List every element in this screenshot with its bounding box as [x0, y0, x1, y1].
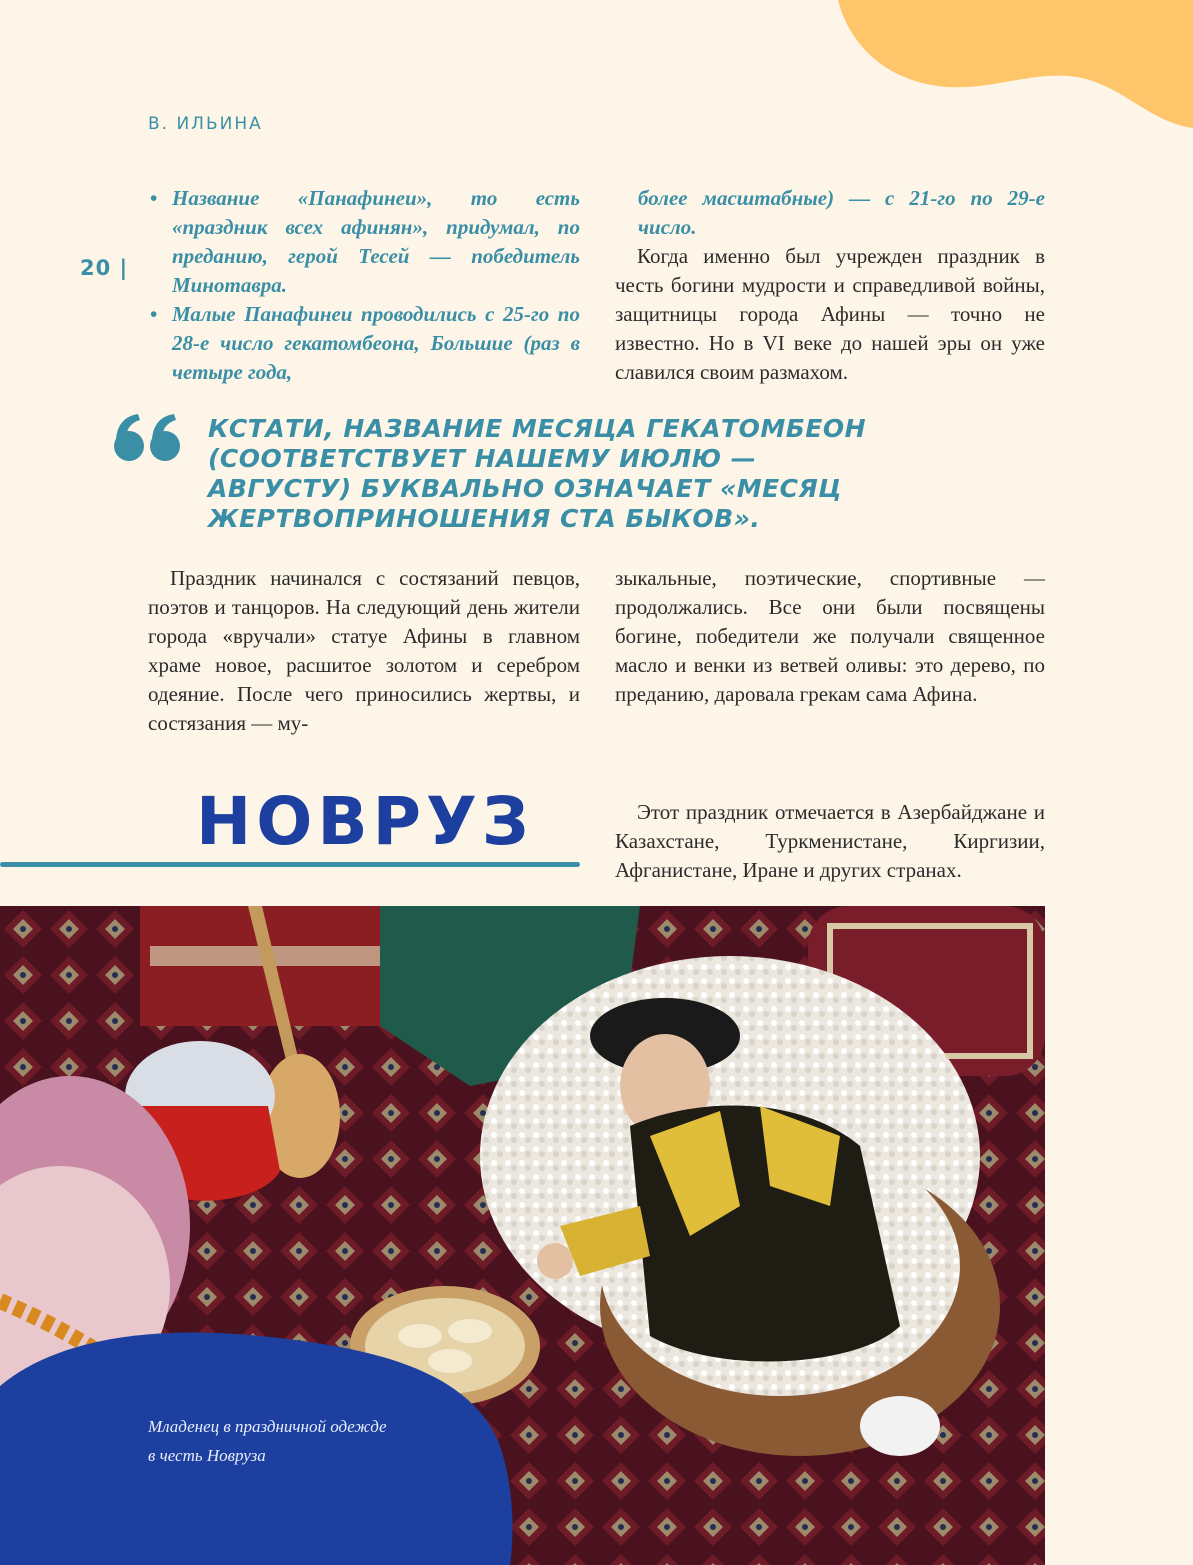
- fact-item: • Малые Панафинеи проводились с 25-го по 28-е число гекатомбеона, Большие (раз в четыре года,: [148, 300, 580, 387]
- fact-item: • Название «Панафинеи», то есть «праздник всех афинян», придумал, по преданию, герой Тесей — победитель Минотавра.: [148, 184, 580, 300]
- nowruz-paragraph: Этот праздник отмечается в Азербайджане и Казахстане, Туркменистане, Киргизии, Афганистане, Иране и других странах.: [615, 800, 1045, 882]
- author-name: В. ИЛЬИНА: [148, 114, 263, 134]
- facts-list: [148, 184, 580, 387]
- quote-mark-icon: [112, 414, 184, 470]
- festival-paragraph-right: зыкальные, поэтические, спортивные — продолжались. Все они были посвящены богине, победители же получали священное масло и венки из ветвей оливы: это дерево, по преданию, даровала грекам сама Афина.: [615, 566, 1045, 706]
- heading-underline: [0, 862, 580, 867]
- caption-line: Младенец в праздничной одежде: [148, 1417, 387, 1436]
- caption-line: в честь Новруза: [148, 1446, 266, 1465]
- fact-item-continuation: более масштабные) — с 21-го по 29-е число.: [638, 186, 1045, 239]
- decorative-corner-blob: [820, 0, 1193, 135]
- photo-caption: [148, 1412, 448, 1470]
- intro-paragraph: Когда именно был учрежден праздник в честь богини мудрости и справедливой войны, защитницы города Афины — точно не известно. Но в VI веке до нашей эры он уже славился своим размахом.: [615, 244, 1045, 384]
- page-number: 20 |: [80, 256, 129, 280]
- section-heading: НОВРУЗ: [196, 783, 534, 860]
- festival-paragraph-left: Праздник начинался с состязаний певцов, поэтов и танцоров. На следующий день жители города «вручали» статуе Афины в главном храме новое, расшитое золотом и серебром одеяние. После чего приносились жертвы, и состязания — му-: [148, 566, 580, 735]
- pull-quote: КСТАТИ, НАЗВАНИЕ МЕСЯЦА ГЕКАТОМБЕОН (СООТВЕТСТВУЕТ НАШЕМУ ИЮЛЮ — АВГУСТУ) БУКВАЛЬНО ОЗНАЧАЕТ «МЕСЯЦ ЖЕРТВОПРИНОШЕНИЯ СТА БЫКОВ».: [208, 414, 867, 533]
